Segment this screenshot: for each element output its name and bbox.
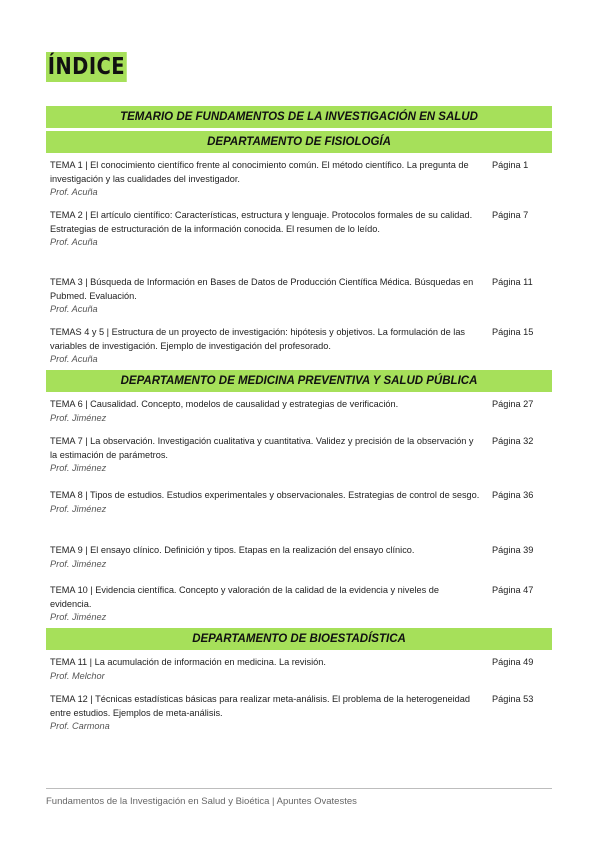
entry-topic: TEMA 8 | Tipos de estudios. Estudios experimentales y observacionales. Estrategias de control de sesgo.	[50, 490, 480, 500]
entry-professor: Prof. Jiménez	[50, 558, 107, 569]
section-header: DEPARTAMENTO DE FISIOLOGÍA	[46, 131, 552, 153]
page-title: ÍNDICE	[47, 54, 126, 80]
index-entry[interactable]	[46, 395, 552, 432]
index-entry[interactable]	[46, 156, 552, 206]
main-header: TEMARIO DE FUNDAMENTOS DE LA INVESTIGACIÓN EN SALUD	[46, 106, 552, 128]
entry-professor: Prof. Jiménez	[50, 463, 107, 473]
index-entry[interactable]	[46, 581, 552, 628]
entry-professor: Prof. Acuña	[50, 304, 98, 314]
entry-topic: TEMA 3 | Búsqueda de Información en Bases de Datos de Producción Científica Médica. Búsquedas en Pubmed. Evaluación.	[50, 277, 474, 301]
entry-professor: Prof. Jiménez	[50, 503, 107, 514]
entry-professor: Prof. Acuña	[50, 187, 98, 197]
index-entry[interactable]	[46, 323, 552, 370]
entry-page: Página 7	[492, 210, 529, 220]
footer-divider	[46, 788, 552, 789]
entry-topic: TEMA 9 | El ensayo clínico. Definición y tipos. Etapas en la realización del ensayo clínico.	[50, 545, 415, 555]
entry-page: Página 39	[492, 545, 534, 555]
index-entry[interactable]	[46, 273, 552, 323]
entry-page: Página 47	[492, 585, 534, 595]
index-entry[interactable]	[46, 206, 552, 273]
entry-professor: Prof. Jiménez	[50, 412, 107, 423]
page-footer: Fundamentos de la Investigación en Salud y Bioética | Apuntes Ovatestes	[46, 796, 357, 807]
entry-professor: Prof. Acuña	[50, 237, 98, 247]
index-entry[interactable]	[46, 690, 552, 737]
section-header: DEPARTAMENTO DE MEDICINA PREVENTIVA Y SALUD PÚBLICA	[46, 370, 552, 392]
index-table	[46, 106, 552, 737]
entry-page: Página 36	[492, 490, 534, 500]
entry-page: Página 53	[492, 694, 534, 704]
entry-page: Página 32	[492, 436, 534, 446]
entry-professor: Prof. Melchor	[50, 670, 105, 681]
entry-professor: Prof. Jiménez	[50, 612, 107, 622]
index-entry[interactable]	[46, 486, 552, 541]
entry-page: Página 11	[492, 277, 533, 287]
index-entry[interactable]	[46, 432, 552, 486]
entry-professor: Prof. Carmona	[50, 721, 110, 731]
entry-topic: TEMA 12 | Técnicas estadísticas básicas para realizar meta-análisis. El problema de la heterogeneidad entre estudios. Ejemplos de meta-análisis.	[50, 694, 470, 718]
entry-professor: Prof. Acuña	[50, 354, 98, 364]
entry-topic: TEMA 1 | El conocimiento científico frente al conocimiento común. El método científico. La pregunta de investigación y las cualidades del investigador.	[50, 160, 469, 184]
index-entry[interactable]	[46, 541, 552, 581]
entry-page: Página 49	[492, 657, 534, 667]
entry-topic: TEMA 10 | Evidencia científica. Concepto y valoración de la calidad de la evidencia y niveles de evidencia.	[50, 585, 439, 609]
index-entry[interactable]	[46, 653, 552, 690]
entry-page: Página 1	[492, 160, 529, 170]
entry-topic: TEMA 6 | Causalidad. Concepto, modelos de causalidad y estrategias de verificación.	[50, 399, 399, 409]
entry-topic: TEMAS 4 y 5 | Estructura de un proyecto de investigación: hipótesis y objetivos. La formulación de las variables de investigación. Ejemplo de investigación del profesorado.	[50, 327, 466, 351]
entry-topic: TEMA 11 | La acumulación de información en medicina. La revisión.	[50, 657, 326, 667]
entry-page: Página 27	[492, 399, 534, 409]
entry-topic: TEMA 2 | El artículo científico: Características, estructura y lenguaje. Protocolos formales de su calidad. Estrategias de estructuración de la información conocida. El resumen de lo leído.	[50, 210, 473, 234]
entry-topic: TEMA 7 | La observación. Investigación cualitativa y cuantitativa. Validez y precisión de la observación y la estimación de parámetros.	[50, 436, 474, 460]
entry-page: Página 15	[492, 327, 534, 337]
section-header: DEPARTAMENTO DE BIOESTADÍSTICA	[46, 628, 552, 650]
